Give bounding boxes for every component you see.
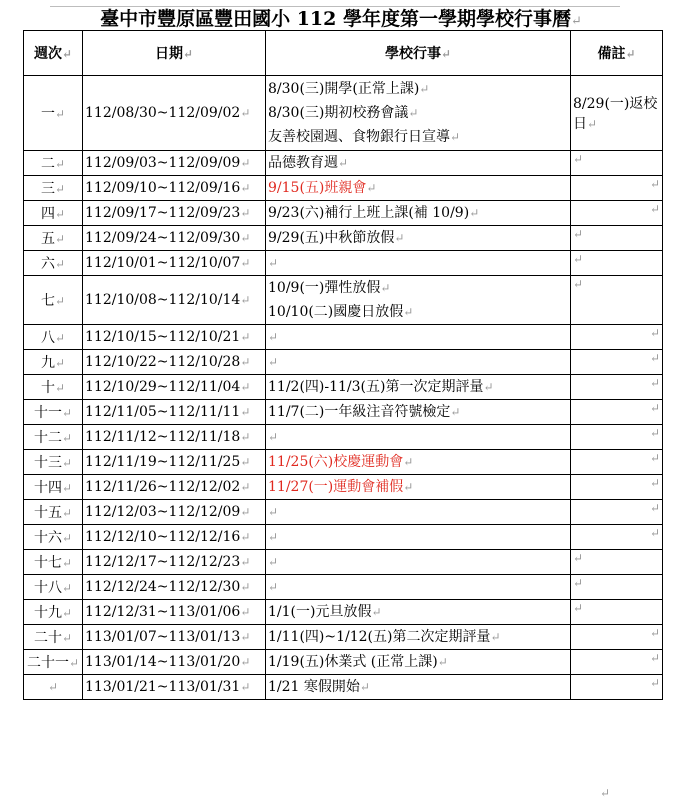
table-row [24,625,663,650]
note-cell: ↵ [571,575,663,600]
week-cell: 九↵ [24,350,83,375]
date-cell: 112/08/30~112/09/02↵ [83,76,266,151]
event-text: 9/15(五)班親會 [268,180,367,196]
table-row [24,450,663,475]
page-title [0,4,682,31]
event-cell: 9/15(五)班親會↵ [266,176,571,201]
table-row [24,600,663,625]
date-cell: 112/11/05~112/11/11↵ [83,400,266,425]
event-cell: 11/7(二)一年級注音符號檢定↵ [266,400,571,425]
table-row [24,176,663,201]
table-row [24,575,663,600]
note-cell: ↵ [571,525,663,550]
table-row [24,550,663,575]
event-cell: 11/2(四)-11/3(五)第一次定期評量↵ [266,375,571,400]
event-text: 品德教育週 [268,155,338,171]
table-row [24,201,663,226]
note-cell: ↵ [571,600,663,625]
week-cell: 十九↵ [24,600,83,625]
table-row [24,525,663,550]
event-cell: ↵ [266,325,571,350]
event-cell: ↵ [266,550,571,575]
date-cell: 112/12/10~112/12/16↵ [83,525,266,550]
week-cell: 十五↵ [24,500,83,525]
event-text: 11/25(六)校慶運動會 [268,454,404,470]
event-cell: 9/29(五)中秋節放假↵ [266,226,571,251]
header-week: 週次↵ [24,31,83,76]
event-text: 11/7(二)一年級注音符號檢定 [268,404,451,420]
date-cell: 112/10/15~112/10/21↵ [83,325,266,350]
event-cell: 11/25(六)校慶運動會↵ [266,450,571,475]
table-row [24,375,663,400]
note-cell: ↵ [571,650,663,675]
note-cell: ↵ [571,325,663,350]
week-cell: 二十一↵ [24,650,83,675]
paragraph-mark-icon: ↵ [571,14,582,29]
week-cell: 十七↵ [24,550,83,575]
week-cell: 十二↵ [24,425,83,450]
table-header-row [24,31,663,76]
event-cell: 10/9(一)彈性放假↵ 10/10(二)國慶日放假↵ [266,276,571,325]
date-cell: 112/09/03~112/09/09↵ [83,151,266,176]
week-cell: 七↵ [24,276,83,325]
event-cell: 11/27(一)運動會補假↵ [266,475,571,500]
note-cell: ↵ [571,226,663,251]
week-cell: 十四↵ [24,475,83,500]
week-cell: 十六↵ [24,525,83,550]
event-cell: ↵ [266,251,571,276]
note-cell: ↵ [571,450,663,475]
table-row [24,675,663,700]
date-cell: 112/12/31~113/01/06↵ [83,600,266,625]
event-text: 10/9(一)彈性放假 [268,280,381,296]
table-row [24,650,663,675]
event-cell: 1/21 寒假開始↵ [266,675,571,700]
date-cell: 112/10/08~112/10/14↵ [83,276,266,325]
table-row [24,325,663,350]
table-row [24,251,663,276]
event-text: 1/11(四)~1/12(五)第二次定期評量 [268,629,491,645]
note-cell: ↵ [571,251,663,276]
event-cell: 品德教育週↵ [266,151,571,176]
event-cell: ↵ [266,575,571,600]
date-cell: 113/01/14~113/01/20↵ [83,650,266,675]
note-cell: ↵ [571,350,663,375]
event-cell: ↵ [266,350,571,375]
week-cell: 一↵ [24,76,83,151]
date-cell: 112/09/24~112/09/30↵ [83,226,266,251]
event-text: 1/21 寒假開始 [268,679,360,695]
note-cell: ↵ [571,276,663,325]
week-cell: 五↵ [24,226,83,251]
table-row [24,276,663,325]
event-cell: 1/1(一)元旦放假↵ [266,600,571,625]
week-cell: 四↵ [24,201,83,226]
date-cell: 112/12/03~112/12/09↵ [83,500,266,525]
header-event: 學校行事↵ [266,31,571,76]
week-cell: 十三↵ [24,450,83,475]
table-row [24,475,663,500]
date-cell: 112/10/29~112/11/04↵ [83,375,266,400]
event-text: 1/1(一)元旦放假 [268,604,372,620]
note-cell: ↵ [571,475,663,500]
header-note: 備註↵ [571,31,663,76]
note-cell: ↵ [571,201,663,226]
date-cell: 112/11/26~112/12/02↵ [83,475,266,500]
note-cell: ↵ [571,625,663,650]
note-cell: ↵ [571,176,663,201]
event-text: 11/2(四)-11/3(五)第一次定期評量 [268,379,484,395]
date-cell: 113/01/07~113/01/13↵ [83,625,266,650]
date-cell: 112/12/24~112/12/30↵ [83,575,266,600]
note-cell: ↵ [571,500,663,525]
table-row [24,76,663,151]
week-cell: 三↵ [24,176,83,201]
note-cell: ↵ [571,400,663,425]
header-date: 日期↵ [83,31,266,76]
week-cell: 十八↵ [24,575,83,600]
event-text: 8/30(三)開學(正常上課) [268,81,420,97]
event-text: 10/10(二)國慶日放假 [268,304,404,320]
end-mark: ↵ [600,786,611,800]
week-cell: 十一↵ [24,400,83,425]
event-text: 8/30(三)期初校務會議 [268,105,409,121]
week-cell: 十↵ [24,375,83,400]
table-row [24,425,663,450]
week-cell: 二十↵ [24,625,83,650]
date-cell: 112/11/12~112/11/18↵ [83,425,266,450]
note-cell: ↵ [571,425,663,450]
note-cell: ↵ [571,550,663,575]
table-row [24,350,663,375]
week-cell: 二↵ [24,151,83,176]
note-cell: ↵ [571,675,663,700]
table-row [24,226,663,251]
page-title-text: 臺中市豐原區豐田國小 112 學年度第一學期學校行事曆 [100,8,571,30]
date-cell: 112/11/19~112/11/25↵ [83,450,266,475]
event-cell: 9/23(六)補行上班上課(補 10/9)↵ [266,201,571,226]
event-cell: 1/11(四)~1/12(五)第二次定期評量↵ [266,625,571,650]
week-cell: 六↵ [24,251,83,276]
table-row [24,400,663,425]
week-cell: 八↵ [24,325,83,350]
event-cell: ↵ [266,500,571,525]
note-cell: ↵ [571,375,663,400]
event-text: 9/23(六)補行上班上課(補 10/9) [268,205,470,221]
event-cell: 8/30(三)開學(正常上課)↵ 8/30(三)期初校務會議↵ 友善校園週、食物銀行日宣導↵ [266,76,571,151]
event-text: 友善校園週、食物銀行日宣導 [268,129,450,145]
date-cell: 113/01/21~113/01/31↵ [83,675,266,700]
date-cell: 112/10/01~112/10/07↵ [83,251,266,276]
event-text: 1/19(五)休業式 (正常上課) [268,654,438,670]
event-text: 9/29(五)中秋節放假 [268,230,395,246]
school-calendar-table [23,30,663,700]
week-cell: ↵ [24,675,83,700]
table-row [24,500,663,525]
event-cell: ↵ [266,525,571,550]
event-cell: 1/19(五)休業式 (正常上課)↵ [266,650,571,675]
date-cell: 112/12/17~112/12/23↵ [83,550,266,575]
event-cell: ↵ [266,425,571,450]
table-row [24,151,663,176]
date-cell: 112/10/22~112/10/28↵ [83,350,266,375]
event-text: 11/27(一)運動會補假 [268,479,404,495]
date-cell: 112/09/17~112/09/23↵ [83,201,266,226]
note-cell: 8/29(一)返校日↵ [571,76,663,151]
note-cell: ↵ [571,151,663,176]
date-cell: 112/09/10~112/09/16↵ [83,176,266,201]
table-body [24,76,663,700]
